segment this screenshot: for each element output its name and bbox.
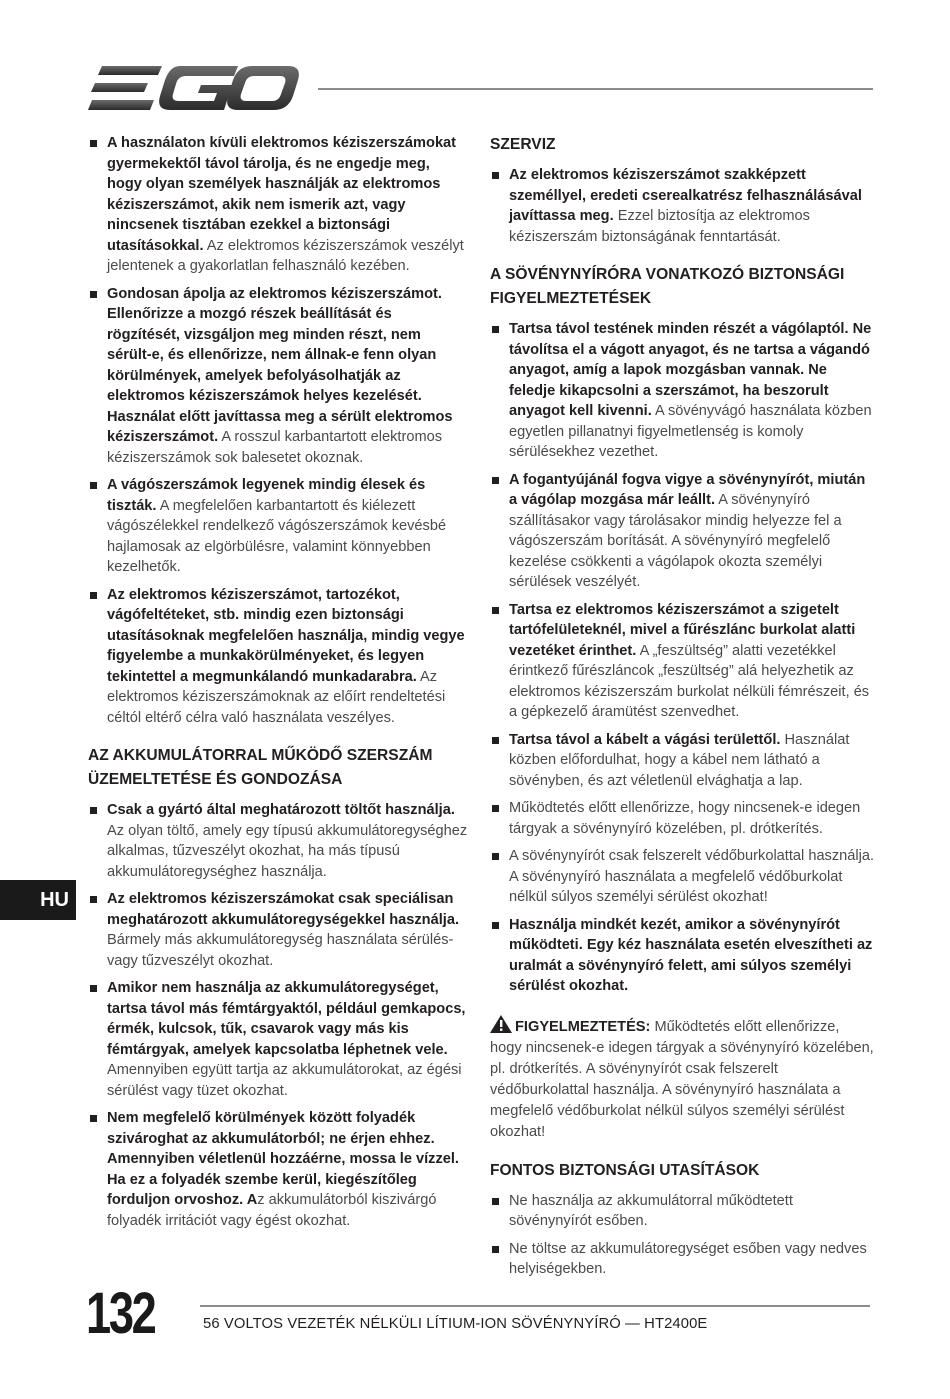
list-item: Ne töltse az akkumulátoregységet esőben vagy nedves helyiségekben. <box>490 1239 875 1280</box>
section-title-battery: AZ AKKUMULÁTORRAL MŰKÖDŐ SZERSZÁM ÜZEMELTETÉSE ÉS GONDOZÁSA <box>88 747 433 788</box>
list-item: Az elektromos kéziszerszámot, tartozékot, vágófeltéteket, stb. mindig ezen biztonsági utasításoknak megfelelően használja, mindig vegye figyelembe a munkakörülményeket, és legyen tekintettel a megmunkálandó munkadarabra. Az elektromos kéziszerszámoknak az előírt rendeltetési céltól eltérő célra való használata veszélyes. <box>88 585 468 729</box>
page-number: 132 <box>86 1281 155 1346</box>
bullet-icon <box>90 1115 97 1122</box>
section-title-hedge-trimmer: A SÖVÉNYNYÍRÓRA VONATKOZÓ BIZTONSÁGI FIGYELMEZTETÉSEK <box>490 266 845 307</box>
warning-label: FIGYELMEZTETÉS: <box>515 1018 651 1035</box>
section-title-important: FONTOS BIZTONSÁGI UTASÍTÁSOK <box>490 1161 760 1179</box>
list-item: A vágószerszámok legyenek mindig élesek és tiszták. A megfelelően karbantartott és kiélezett vágószélekkel rendelkező vágószerszámok kevésbé hajlamosak az elgörbülésre, valamint könnyebben kezelhetők. <box>88 475 468 578</box>
bullet-icon <box>492 326 499 333</box>
bullet-icon <box>90 482 97 489</box>
bullet-icon <box>492 1198 499 1205</box>
list-item: Az elektromos kéziszerszámot szakképzett személlyel, eredeti cserealkatrész felhasználásával javíttassa meg. Ezzel biztosítja az elektromos kéziszerszám biztonságának fenntartását. <box>490 165 875 247</box>
list-item: Ne használja az akkumulátorral működtetett sövénynyírót esőben. <box>490 1191 875 1232</box>
ego-logo <box>88 64 300 112</box>
list-item: Gondosan ápolja az elektromos kéziszerszámot. Ellenőrizze a mozgó részek beállítását és rögzítését, vizsgáljon meg minden részt, nem sérült-e, és ellenőrizze, nem állnak-e fenn olyan körülmények, amelyek befolyásolhatják az elektromos kéziszerszámok helyes kezelését. Használat előtt javíttassa meg a sérült elektromos kéziszerszámot. A rosszul karbantartott elektromos kéziszerszámok sok balesetet okoznak. <box>88 284 468 469</box>
list-item: A fogantyújánál fogva vigye a sövénynyírót, miután a vágólap mozgása már leállt. A sövénynyíró szállításakor vagy tárolásakor mindig helyezze fel a vágószerszám borítását. A sövénynyíró megfelelő kezelése csökkenti a vágólapok okozta személyi sérülések veszélyét. <box>490 470 875 593</box>
left-column <box>88 133 468 1238</box>
bullet-icon <box>90 291 97 298</box>
warning-triangle-icon <box>490 1015 512 1033</box>
list-item: A sövénynyírót csak felszerelt védőburkolattal használja. A sövénynyíró használata a megfelelő védőburkolat nélkül súlyos személyi sérülést okozhat! <box>490 846 875 908</box>
list-item: Tartsa távol testének minden részét a vágólaptól. Ne távolítsa el a vágott anyagot, és ne tartsa a vágandó anyagot, amíg a lapok mozgásban vannak. Ne feledje kikapcsolni a szerszámot, ha beszorult anyagot kell kivenni. A sövényvágó használata közben egyetlen pillanatnyi figyelmetlenség is komoly sérülésekhez vezethet. <box>490 319 875 463</box>
bullet-icon <box>492 607 499 614</box>
list-item: Amikor nem használja az akkumulátoregységet, tartsa távol más fémtárgyaktól, például gemkapocs, érmék, kulcsok, tűk, csavarok vagy más kis fémtárgyak, amelyek kapcsolatba léphetnek vele. Amennyiben együtt tartja az akkumulátorokat, az égési sérülést vagy tüzet okozhat. <box>88 978 468 1101</box>
bullet-icon <box>492 805 499 812</box>
bullet-icon <box>492 172 499 179</box>
list-item: A használaton kívüli elektromos kéziszerszámokat gyermekektől távol tárolja, és ne engedje meg, hogy olyan személyek használják az elektromos kéziszerszámot, akik nem ismerik azt, vagy nincsenek tisztában ezekkel a biztonsági utasításokkal. Az elektromos kéziszerszámok veszélyt jelentenek a gyakorlatlan felhasználó kezében. <box>88 133 468 277</box>
bullet-icon <box>90 140 97 147</box>
list-item: Nem megfelelő körülmények között folyadék szivároghat az akkumulátorból; ne érjen ehhez. Amennyiben véletlenül hozzáérne, mossa le vízzel. Ha ez a folyadék szembe kerül, kiegészítőleg forduljon orvoshoz. Az akkumulátorból kiszivárgó folyadék irritációt vagy égést okozhat. <box>88 1108 468 1231</box>
bullet-icon <box>492 1246 499 1253</box>
right-column <box>490 133 875 1287</box>
header-rule <box>318 88 873 90</box>
warning-block <box>490 1015 875 1143</box>
bullet-icon <box>90 592 97 599</box>
bullet-icon <box>492 853 499 860</box>
list-item: Tartsa távol a kábelt a vágási területtől. Használat közben előfordulhat, hogy a kábel nem látható a sövényben, és azt véletlenül elvághatja a lap. <box>490 730 875 792</box>
bullet-icon <box>90 985 97 992</box>
bullet-icon <box>90 807 97 814</box>
list-item: Csak a gyártó által meghatározott töltőt használja. Az olyan töltő, amely egy típusú akkumulátoregységhez alkalmas, tűzveszélyt okozhat, ha más típusú akkumulátoregységhez használja. <box>88 800 468 882</box>
section-title-service: SZERVIZ <box>490 136 556 153</box>
list-item: Tartsa ez elektromos kéziszerszámot a szigetelt tartófelületeknél, mivel a fűrészlánc burkolat alatti vezetéket érinthet. A „feszültség” alatti vezetékkel érintkező fűrészláncok „feszültség” alá helyezhetik az elektromos kéziszerszám burkolat nélküli fémrészeit, és a gépkezelő áramütést szenvedhet. <box>490 600 875 723</box>
footer-rule <box>200 1305 870 1307</box>
footer-product-line: 56 VOLTOS VEZETÉK NÉLKÜLI LÍTIUM-ION SÖVÉNYNYÍRÓ — HT2400E <box>203 1316 708 1332</box>
warning-text: Működtetés előtt ellenőrizze, hogy nincsenek-e idegen tárgyak a sövénynyíró közelében, pl. drótkerítés. A sövénynyírót csak felszerelt védőburkolattal használja. A sövénynyíró használata a megfelelő védőburkolat nélkül súlyos személyi sérülést okozhat! <box>490 1018 874 1140</box>
list-item: Használja mindkét kezét, amikor a sövénynyírót működteti. Egy kéz használata esetén elveszítheti az uralmát a sövénynyíró felett, ami súlyos személyi sérülést okozhat. <box>490 915 875 997</box>
language-tab-label: HU <box>40 888 69 911</box>
list-item: Működtetés előtt ellenőrizze, hogy nincsenek-e idegen tárgyak a sövénynyíró közelében, pl. drótkerítés. <box>490 798 875 839</box>
language-tab <box>0 880 76 920</box>
bullet-icon <box>492 922 499 929</box>
list-item: Az elektromos kéziszerszámokat csak speciálisan meghatározott akkumulátoregységekkel használja. Bármely más akkumulátoregység használata sérülés- vagy tűzveszélyt okozhat. <box>88 889 468 971</box>
bullet-icon <box>90 896 97 903</box>
bullet-icon <box>492 737 499 744</box>
bullet-icon <box>492 477 499 484</box>
